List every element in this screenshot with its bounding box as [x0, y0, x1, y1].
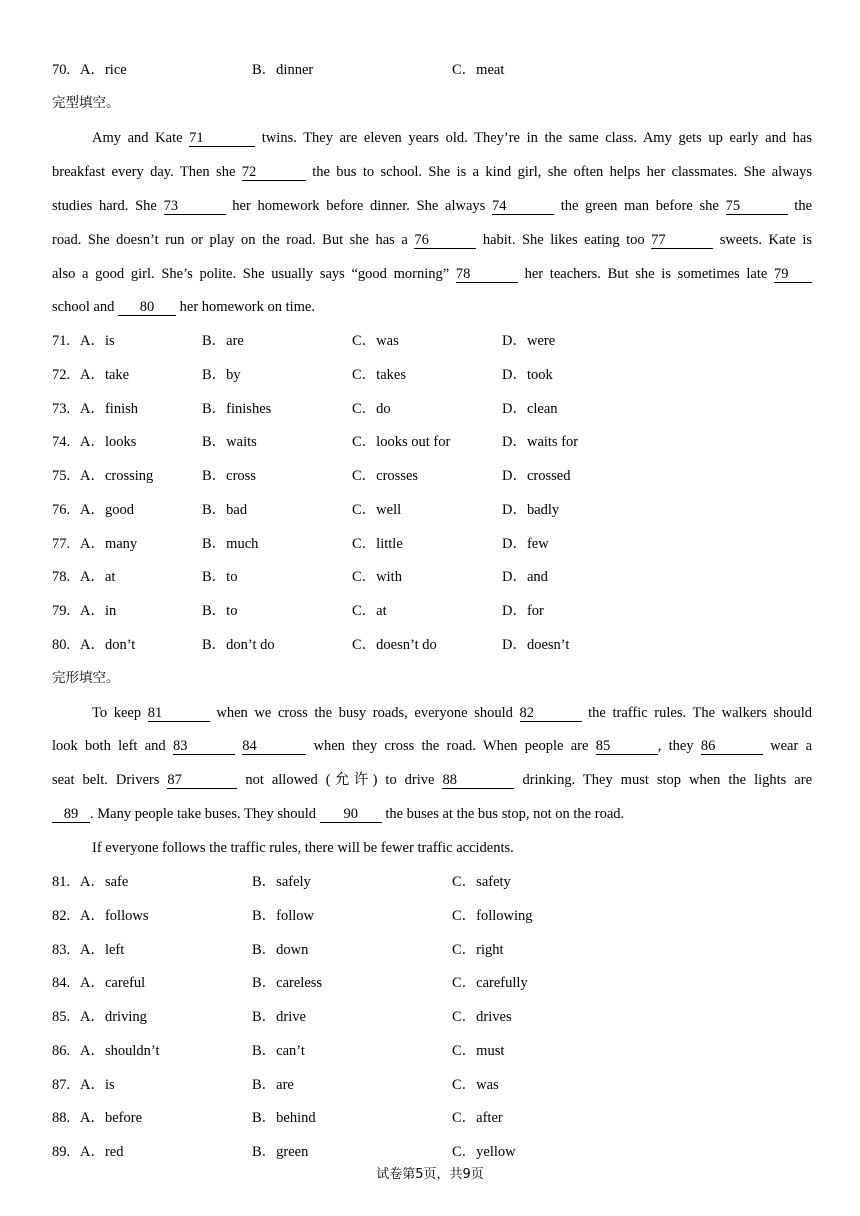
option-c: C．doesn’t do — [352, 636, 437, 653]
question-number: 88. — [52, 1110, 71, 1127]
passage-1-line-3: studies hard. She 73 her homework before dinner. She always 74 the green man before she 75 the — [52, 198, 813, 214]
option-c: C．with — [352, 569, 402, 586]
option-a: A．at — [80, 569, 116, 586]
option-b: B．follow — [252, 907, 315, 924]
option-b: B．don’t do — [202, 636, 275, 653]
option-a: A．don’t — [80, 636, 136, 653]
blank-72: 72 — [242, 164, 306, 181]
option-c: C．yellow — [452, 1144, 516, 1160]
option-a: A．follows — [80, 907, 149, 924]
option-a: A．rice — [80, 62, 127, 78]
option-c: C．right — [452, 941, 504, 958]
passage-1-line-1: Amy and Kate 71 twins. They are eleven years old. They’re in the same class. Amy gets up early and has — [92, 130, 813, 146]
option-a: A．looks — [80, 434, 137, 451]
question-number: 79. — [52, 603, 71, 619]
option-a: A．take — [80, 366, 130, 383]
question-row — [52, 1108, 812, 1128]
question-row — [52, 635, 812, 655]
question-number: 73. — [52, 400, 71, 417]
question-number: 82. — [52, 907, 71, 924]
option-a: A．finish — [80, 400, 138, 417]
option-a: A．is — [80, 333, 115, 349]
passage-1-line-5: also a good girl. She’s polite. She usually says “good morning” 78 her teachers. But she is sometimes late 79 — [52, 264, 812, 284]
blank-81: 81 — [148, 705, 210, 722]
option-c: C．well — [352, 501, 402, 518]
option-c: C．looks out for — [352, 434, 451, 451]
blank-71: 71 — [189, 130, 255, 147]
blank-75: 75 — [726, 198, 788, 215]
question-number: 74. — [52, 434, 71, 451]
question-number: 81. — [52, 874, 71, 890]
passage-2-closing: If everyone follows the traffic rules, there will be fewer traffic accidents. — [92, 840, 514, 856]
passage-1-line-4: road. She doesn’t run or play on the road. But she has a 76 habit. She likes eating too 77 sweets. Kate is — [52, 232, 813, 248]
question-row — [52, 567, 812, 587]
option-a: A．before — [80, 1110, 143, 1127]
blank-77: 77 — [651, 232, 713, 249]
question-row — [52, 1041, 812, 1061]
option-a: A．safe — [80, 874, 129, 890]
option-b: B．safely — [252, 874, 311, 890]
option-a: A．red — [80, 1144, 124, 1160]
option-c: C．after — [452, 1110, 503, 1127]
question-number: 89. — [52, 1144, 71, 1160]
blank-89: 89 — [52, 806, 90, 823]
option-a: A．driving — [80, 1009, 147, 1025]
option-c: C．crosses — [352, 468, 419, 484]
blank-76: 76 — [414, 232, 476, 249]
option-a: A．crossing — [80, 468, 154, 484]
question-number: 75. — [52, 468, 71, 484]
question-number: 80. — [52, 636, 71, 653]
question-row — [52, 500, 812, 520]
blank-74: 74 — [492, 198, 554, 215]
option-c: C．drives — [452, 1009, 512, 1025]
option-b: B．down — [252, 941, 309, 958]
blank-84: 84 — [242, 738, 306, 755]
option-c: C．following — [452, 907, 533, 924]
option-a: A．is — [80, 1076, 115, 1093]
option-a: A．careful — [80, 975, 146, 992]
blank-85: 85 — [596, 738, 658, 755]
option-c: C．do — [352, 400, 391, 417]
question-number: 78. — [52, 569, 71, 586]
page-footer: 试卷第5页，共9页 — [376, 1167, 484, 1182]
question-70 — [52, 60, 812, 80]
option-b: B．are — [202, 333, 244, 349]
option-b: B．much — [202, 535, 259, 552]
option-d: D．waits for — [502, 434, 579, 451]
question-row — [52, 399, 812, 419]
option-a: A．in — [80, 603, 117, 619]
option-b: B．behind — [252, 1110, 316, 1127]
option-b: B．cross — [202, 468, 256, 484]
question-number: 85. — [52, 1009, 71, 1025]
option-a: A．many — [80, 535, 138, 552]
blank-83: 83 — [173, 738, 235, 755]
blank-87: 87 — [167, 772, 237, 789]
question-number: 87. — [52, 1076, 71, 1093]
question-number: 84. — [52, 975, 71, 992]
passage-2-line-1: To keep 81 when we cross the busy roads, everyone should 82 the traffic rules. The walkers should — [92, 705, 813, 721]
option-b: B．dinner — [252, 62, 314, 78]
blank-90: 90 — [320, 806, 382, 823]
option-c: C．was — [452, 1076, 499, 1093]
option-c: C．safety — [452, 874, 511, 890]
option-c: C．little — [352, 535, 403, 552]
option-d: D．badly — [502, 501, 560, 518]
question-row — [52, 601, 812, 621]
option-b: B．are — [252, 1076, 294, 1093]
question-row — [52, 466, 812, 486]
passage-2-line-4: 89 . Many people take buses. They should 90 the buses at the bus stop, not on the road. — [52, 804, 812, 824]
option-d: D．crossed — [502, 468, 571, 484]
question-row — [52, 973, 812, 993]
option-b: B．drive — [252, 1009, 306, 1025]
blank-88: 88 — [442, 772, 514, 789]
question-number: 70. — [52, 62, 71, 78]
option-c: C．meat — [452, 62, 505, 78]
blank-79: 79 — [774, 266, 812, 283]
option-b: B．finishes — [202, 400, 272, 417]
option-b: B．careless — [252, 975, 323, 992]
question-row — [52, 1007, 812, 1027]
question-row — [52, 365, 812, 385]
option-c: C．at — [352, 603, 387, 619]
option-b: B．bad — [202, 501, 248, 518]
question-row — [52, 534, 812, 554]
question-row — [52, 872, 812, 892]
question-number: 71. — [52, 333, 71, 349]
question-number: 77. — [52, 535, 71, 552]
question-number: 86. — [52, 1042, 71, 1059]
option-b: B．to — [202, 603, 238, 619]
question-number: 76. — [52, 501, 71, 518]
question-row — [52, 906, 812, 926]
option-c: C．carefully — [452, 975, 528, 992]
question-number: 72. — [52, 366, 71, 383]
question-row — [52, 1142, 812, 1162]
option-a: A．shouldn’t — [80, 1042, 160, 1059]
option-c: C．must — [452, 1042, 505, 1059]
question-number: 83. — [52, 941, 71, 958]
option-c: C．was — [352, 333, 399, 349]
blank-86: 86 — [701, 738, 763, 755]
option-b: B．by — [202, 366, 241, 383]
question-row — [52, 432, 812, 452]
question-row — [52, 940, 812, 960]
passage-1-line-6: school and 80 her homework on time. — [52, 299, 315, 315]
option-d: D．clean — [502, 400, 558, 417]
passage-2-line-2: look both left and 83 84 when they cross the road. When people are 85 , they 86 wear a — [52, 738, 813, 754]
section-1-heading: 完型填空。 — [52, 95, 120, 111]
option-d: D．doesn’t — [502, 636, 570, 653]
passage-2-line-3: seat belt. Drivers 87 not allowed (允许) to drive 88 drinking. They must stop when the lights are — [52, 772, 813, 788]
option-d: D．took — [502, 366, 553, 383]
blank-80: 80 — [118, 299, 176, 316]
option-d: D．and — [502, 569, 548, 586]
option-d: D．were — [502, 333, 556, 349]
option-b: B．waits — [202, 434, 257, 451]
option-b: B．to — [202, 569, 238, 586]
question-row — [52, 331, 812, 351]
question-row — [52, 1075, 812, 1095]
option-b: B．green — [252, 1144, 309, 1160]
blank-82: 82 — [520, 705, 582, 722]
option-c: C．takes — [352, 366, 406, 383]
option-d: D．few — [502, 535, 549, 552]
option-a: A．left — [80, 941, 125, 958]
blank-73: 73 — [164, 198, 226, 215]
passage-1-line-2: breakfast every day. Then she 72 the bus to school. She is a kind girl, she often helps her classmates. She always — [52, 164, 813, 180]
blank-78: 78 — [456, 266, 518, 283]
option-d: D．for — [502, 603, 544, 619]
option-b: B．can’t — [252, 1042, 305, 1059]
section-2-heading: 完形填空。 — [52, 670, 120, 686]
option-a: A．good — [80, 501, 134, 518]
